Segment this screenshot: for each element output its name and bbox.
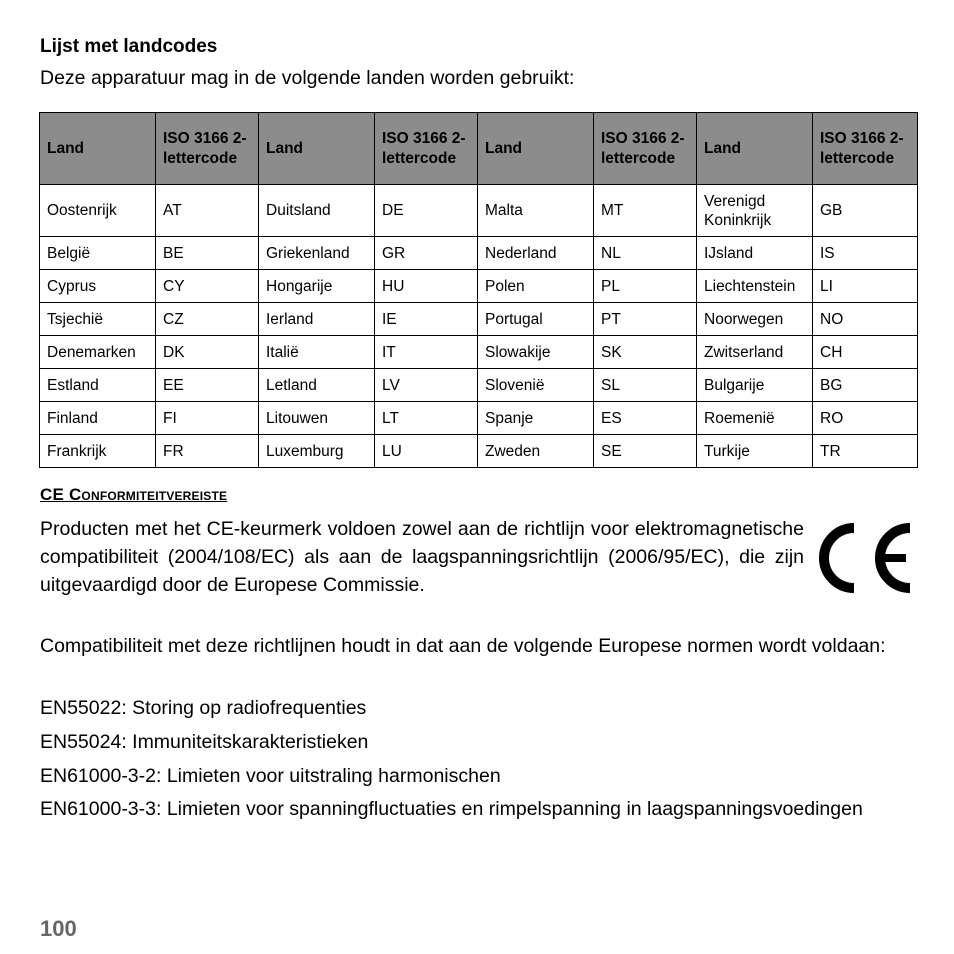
table-cell: Spanje [478,402,594,435]
table-cell: Italië [259,336,375,369]
norm-item: EN61000-3-3: Limieten voor spanningfluctuaties en rimpelspanning in laagspanningsvoedingen [40,798,863,820]
header-iso-code: ISO 3166 2-lettercode [594,113,697,185]
table-cell: HU [375,270,478,303]
table-cell: Tsjechië [40,303,156,336]
table-row [40,336,918,369]
table-cell: Litouwen [259,402,375,435]
page-number: 100 [40,916,77,941]
table-cell: Cyprus [40,270,156,303]
table-cell: Griekenland [259,237,375,270]
table-cell: Hongarije [259,270,375,303]
table-cell: Duitsland [259,185,375,237]
header-iso-code: ISO 3166 2-lettercode [375,113,478,185]
intro-text: Deze apparatuur mag in de volgende landen worden gebruikt: [40,67,575,89]
header-land: Land [259,113,375,185]
table-cell: IS [813,237,918,270]
table-cell: Bulgarije [697,369,813,402]
table-cell: Ierland [259,303,375,336]
table-cell: Slovenië [478,369,594,402]
table-cell: CZ [156,303,259,336]
table-row [40,435,918,468]
table-cell: Verenigd Koninkrijk [697,185,813,237]
ce-paragraph-norms-intro: Compatibiliteit met deze richtlijnen houdt in dat aan de volgende Europese normen wordt voldaan: [40,635,886,657]
table-row [40,270,918,303]
table-row [40,237,918,270]
header-land: Land [478,113,594,185]
norm-item: EN61000-3-2: Limieten voor uitstraling harmonischen [40,765,501,787]
table-cell: PT [594,303,697,336]
table-cell: Portugal [478,303,594,336]
table-cell: Zweden [478,435,594,468]
table-cell: TR [813,435,918,468]
table-cell: DE [375,185,478,237]
table-cell: Frankrijk [40,435,156,468]
table-cell: IT [375,336,478,369]
norm-item: EN55024: Immuniteitskarakteristieken [40,731,369,753]
table-cell: Denemarken [40,336,156,369]
table-cell: Finland [40,402,156,435]
table-header-row [40,113,918,185]
header-iso-code: ISO 3166 2-lettercode [156,113,259,185]
ce-mark-logo [816,522,914,594]
table-cell: BE [156,237,259,270]
table-cell: MT [594,185,697,237]
table-cell: GB [813,185,918,237]
table-cell: EE [156,369,259,402]
table-cell: Noorwegen [697,303,813,336]
table-row [40,185,918,237]
table-cell: LT [375,402,478,435]
table-cell: NL [594,237,697,270]
table-cell: SL [594,369,697,402]
table-cell: DK [156,336,259,369]
table-cell: Nederland [478,237,594,270]
table-cell: IE [375,303,478,336]
table-cell: AT [156,185,259,237]
table-cell: Malta [478,185,594,237]
table-cell: Polen [478,270,594,303]
table-row [40,402,918,435]
table-cell: Zwitserland [697,336,813,369]
table-cell: Luxemburg [259,435,375,468]
table-cell: Turkije [697,435,813,468]
table-cell: FR [156,435,259,468]
table-cell: BG [813,369,918,402]
ce-paragraph-directives: Producten met het CE-keurmerk voldoen zowel aan de richtlijn voor elektromagnetische compatibiliteit (2004/108/EC) als aan de laagspanningsrichtlijn (2006/95/EC), die zijn uitgevaardigd door de Europese Commissie. [40,518,804,596]
table-cell: SE [594,435,697,468]
table-cell: Estland [40,369,156,402]
table-cell: LU [375,435,478,468]
table-cell: Slowakije [478,336,594,369]
table-cell: Liechtenstein [697,270,813,303]
table-cell: LV [375,369,478,402]
table-cell: ES [594,402,697,435]
table-cell: Oostenrijk [40,185,156,237]
table-cell: LI [813,270,918,303]
table-cell: SK [594,336,697,369]
table-cell: IJsland [697,237,813,270]
table-cell: CY [156,270,259,303]
table-cell: GR [375,237,478,270]
table-cell: RO [813,402,918,435]
table-cell: NO [813,303,918,336]
table-cell: Roemenië [697,402,813,435]
table-cell: CH [813,336,918,369]
table-cell: PL [594,270,697,303]
table-cell: Letland [259,369,375,402]
table-cell: België [40,237,156,270]
table-row [40,369,918,402]
table-cell: FI [156,402,259,435]
country-code-table [39,112,918,468]
header-iso-code: ISO 3166 2-lettercode [813,113,918,185]
section-title-country-codes: Lijst met landcodes [40,36,218,57]
table-row [40,303,918,336]
section-title-ce-conformity: CE Conformiteitvereiste [40,485,228,504]
header-land: Land [40,113,156,185]
norm-item: EN55022: Storing op radiofrequenties [40,697,367,719]
header-land: Land [697,113,813,185]
